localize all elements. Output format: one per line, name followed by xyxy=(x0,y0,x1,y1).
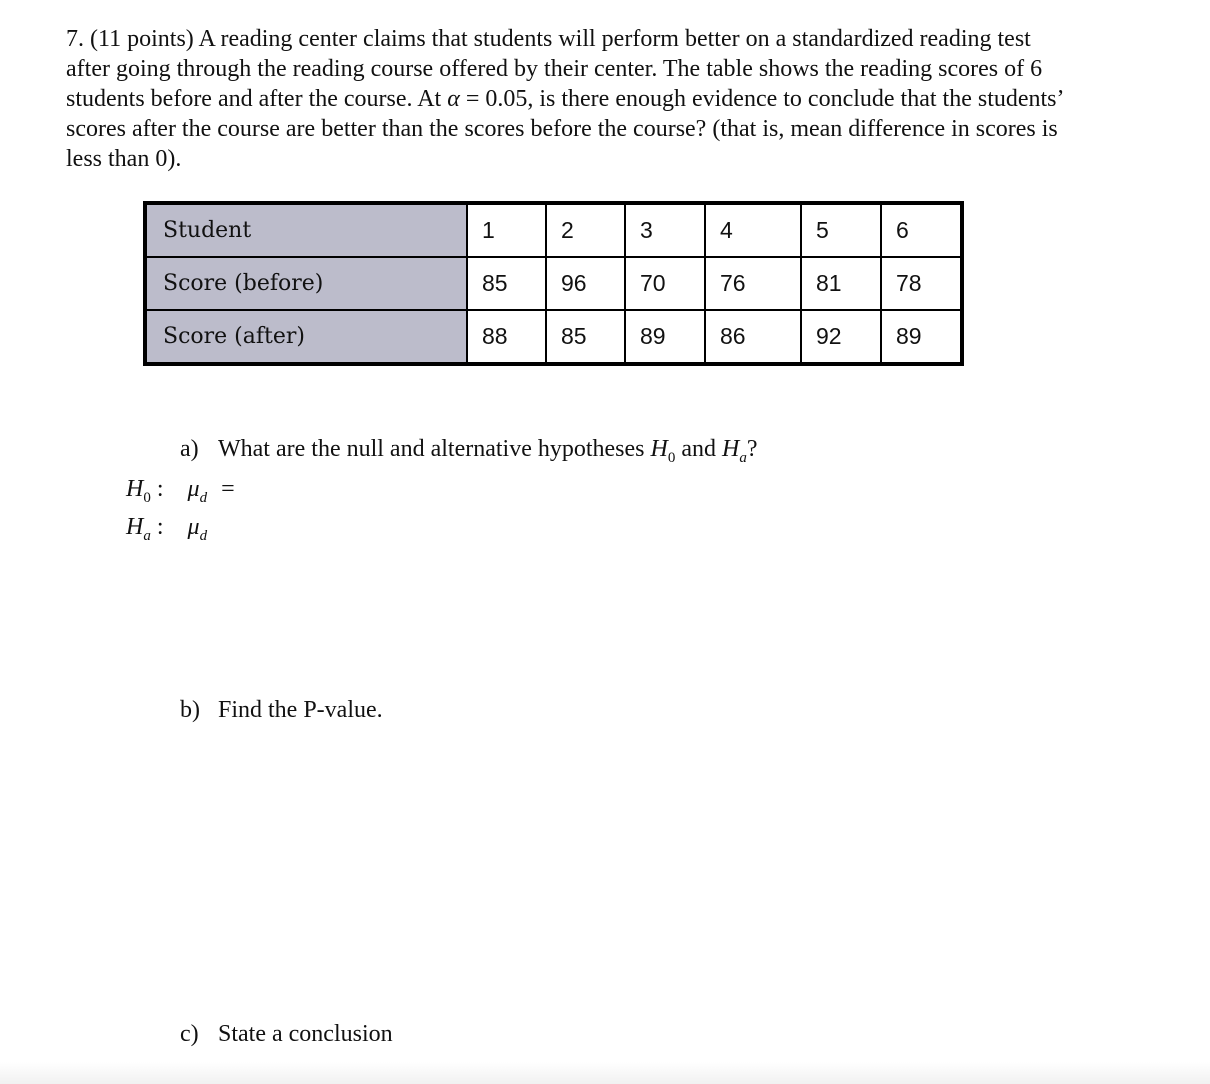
alpha-value: = 0.05, is there enough evidence to conclude that the students’ xyxy=(459,86,1065,112)
table-cell: 76 xyxy=(705,257,801,310)
colon: : xyxy=(156,476,164,502)
question-b xyxy=(180,695,383,725)
question-mark: ? xyxy=(746,436,758,462)
null-hypothesis xyxy=(126,474,235,507)
row-label-score-after: Score (after) xyxy=(145,310,467,364)
table-cell: 89 xyxy=(881,310,962,364)
table-cell: 78 xyxy=(881,257,962,310)
table-cell: 88 xyxy=(467,310,546,364)
equals-sign: = xyxy=(221,476,235,502)
mu-symbol: μ xyxy=(187,514,200,540)
mu-subscript-d: d xyxy=(199,528,208,544)
mu-subscript-d: d xyxy=(199,490,208,506)
problem-line-4: scores after the course are better than the scores before the course? (that is, mean difference in scores is xyxy=(66,116,1058,142)
table-cell: 2 xyxy=(546,203,625,257)
table-cell: 96 xyxy=(546,257,625,310)
problem-line-3 xyxy=(66,84,1176,114)
question-a xyxy=(180,434,758,467)
page-bottom-shadow xyxy=(0,1062,1210,1084)
question-b-label: b) xyxy=(180,697,200,723)
alternative-hypothesis xyxy=(126,512,207,545)
and-text: and xyxy=(675,436,723,462)
alpha-symbol: α xyxy=(447,86,460,112)
table-cell: 5 xyxy=(801,203,881,257)
problem-statement xyxy=(66,24,1176,174)
table-cell: 86 xyxy=(705,310,801,364)
mu-symbol: μ xyxy=(187,476,200,502)
h-symbol: H xyxy=(722,436,740,462)
table-row-score-before xyxy=(145,257,962,310)
h-symbol: H xyxy=(650,436,668,462)
table-row-student xyxy=(145,203,962,257)
question-c xyxy=(180,1019,393,1049)
question-a-label: a) xyxy=(180,436,199,462)
row-label-student: Student xyxy=(145,203,467,257)
table-cell: 85 xyxy=(546,310,625,364)
question-a-text: What are the null and alternative hypotheses xyxy=(218,436,651,462)
table-cell: 6 xyxy=(881,203,962,257)
table-row-score-after xyxy=(145,310,962,364)
problem-line-1: 7. (11 points) A reading center claims that students will perform better on a standardized reading test xyxy=(66,26,1031,52)
problem-line-5: less than 0). xyxy=(66,146,182,172)
h-symbol: H xyxy=(126,476,144,502)
question-c-text: State a conclusion xyxy=(218,1021,393,1047)
h-symbol: H xyxy=(126,514,144,540)
table-cell: 3 xyxy=(625,203,705,257)
question-c-label: c) xyxy=(180,1021,199,1047)
h-subscript-0: 0 xyxy=(667,450,676,466)
table-cell: 4 xyxy=(705,203,801,257)
problem-line-3-start: students before and after the course. At xyxy=(66,86,448,112)
scores-table xyxy=(143,201,964,366)
h-subscript-a: a xyxy=(739,450,747,466)
question-b-text: Find the P-value. xyxy=(218,697,383,723)
problem-line-2: after going through the reading course offered by their center. The table shows the reading scores of 6 xyxy=(66,56,1043,82)
table-cell: 81 xyxy=(801,257,881,310)
h-subscript-a: a xyxy=(143,528,151,544)
table-cell: 89 xyxy=(625,310,705,364)
table-cell: 70 xyxy=(625,257,705,310)
h-subscript-0: 0 xyxy=(143,490,151,506)
table-cell: 1 xyxy=(467,203,546,257)
table-cell: 85 xyxy=(467,257,546,310)
table-cell: 92 xyxy=(801,310,881,364)
colon: : xyxy=(156,514,164,540)
row-label-score-before: Score (before) xyxy=(145,257,467,310)
